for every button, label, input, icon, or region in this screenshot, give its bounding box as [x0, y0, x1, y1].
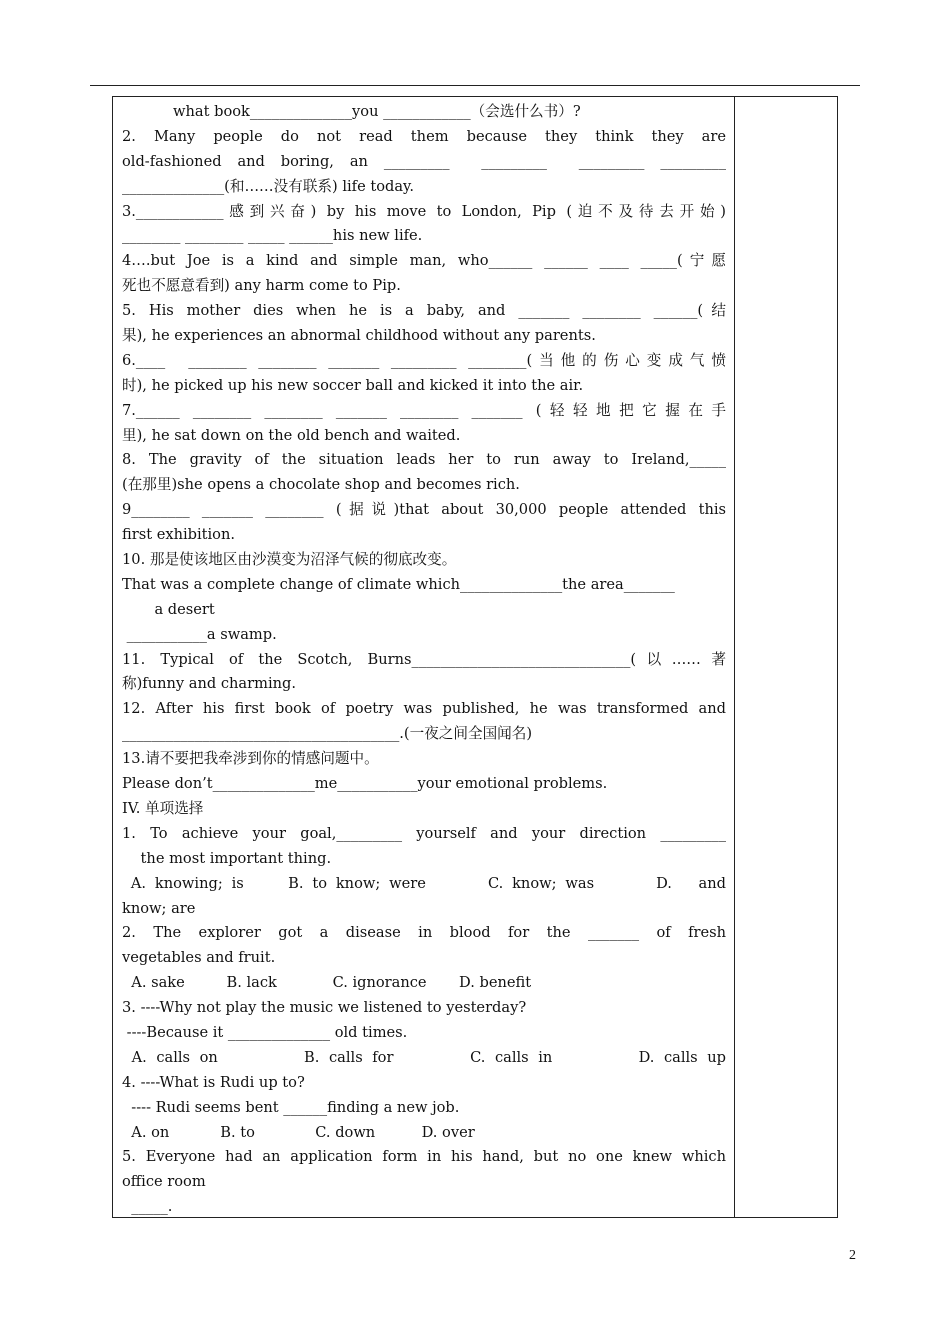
text-line: A. sake B. lack C. ignorance D. benefit: [122, 974, 532, 992]
text-line: 12. After his first book of poetry was published, he was transformed and: [122, 700, 726, 718]
table-column-divider: [734, 96, 735, 1218]
text-line: what book______________you ____________（会选什么书）?: [122, 103, 581, 120]
text-line: old-fashioned and boring, an _________ _________ _________ _________: [122, 152, 726, 170]
text-line: ________ ________ _____ ______his new life.: [122, 227, 423, 245]
text-line: 时), he picked up his new soccer ball and kicked it into the air.: [122, 376, 584, 394]
text-line: ----Because it ______________ old times.: [122, 1023, 408, 1041]
text-line: office room: [122, 1173, 206, 1191]
text-line: That was a complete change of climate which______________the area_______: [122, 575, 675, 593]
text-line: A. calls on B. calls for C. calls in D. calls up: [122, 1048, 726, 1066]
text-line: Please don’t______________me___________your emotional problems.: [122, 775, 608, 793]
text-line: 2. Many people do not read them because they think they are: [122, 127, 726, 145]
text-line: first exhibition.: [122, 526, 236, 544]
text-line: 4….but Joe is a kind and simple man, who______ ______ ____ _____(宁愿: [122, 252, 726, 270]
text-line: _____.: [122, 1198, 173, 1216]
text-line: 5. His mother dies when he is a baby, and _______ ________ ______(结: [122, 302, 726, 320]
header-rule: [90, 85, 860, 86]
text-line: know; are: [122, 899, 196, 917]
text-line: 11. Typical of the Scotch, Burns______________________________(以……著: [122, 650, 726, 668]
text-line: 13.请不要把我牵涉到你的情感问题中。: [122, 750, 379, 768]
text-line: ___________a swamp.: [122, 625, 277, 643]
text-line: 3.____________感到兴奋) by his move to London, Pip (迫不及待去开始): [122, 202, 726, 220]
text-line: 称)funny and charming.: [122, 675, 296, 693]
text-line: 7.______ ________ ________ _______ ________ _______ (轻轻地把它握在手: [122, 401, 726, 419]
page-number: 2: [849, 1248, 856, 1263]
text-line: 3. ----Why not play the music we listened to yesterday?: [122, 999, 527, 1017]
text-line: ______________________________________.(一夜之间全国闻名): [122, 725, 533, 743]
text-line: ---- Rudi seems bent ______finding a new job.: [122, 1098, 460, 1116]
exercise-content: [122, 100, 726, 1220]
text-line: 2. The explorer got a disease in blood for the _______ of fresh: [122, 924, 726, 942]
text-line: 4. ----What is Rudi up to?: [122, 1073, 305, 1091]
text-line: 死也不愿意看到) any harm come to Pip.: [122, 277, 401, 295]
text-line: 6.____ ________ ________ _______ _________ ________(当他的伤心变成气愤: [122, 351, 726, 369]
text-line: 5. Everyone had an application form in his hand, but no one knew which: [122, 1148, 726, 1166]
text-line: (在那里)she opens a chocolate shop and becomes rich.: [122, 476, 520, 494]
text-line: a desert: [122, 600, 215, 618]
text-line: vegetables and fruit.: [122, 949, 276, 967]
text-line: 9________ _______ ________ (据说)that about 30,000 people attended this: [122, 501, 726, 519]
section-heading: IV. 单项选择: [122, 799, 204, 817]
text-line: 8. The gravity of the situation leads her to run away to Ireland,_____: [122, 451, 726, 469]
text-line: 里), he sat down on the old bench and waited.: [122, 426, 461, 444]
text-line: 1. To achieve your goal,_________ yourself and your direction _________: [122, 824, 726, 842]
text-line: 10. 那是使该地区由沙漠变为沼泽气候的彻底改变。: [122, 551, 457, 569]
text-line: ______________(和……没有联系) life today.: [122, 177, 414, 195]
text-line: the most important thing.: [122, 849, 332, 867]
text-line: A. knowing; is B. to know; were C. know; was D. and: [122, 874, 726, 892]
text-line: 果), he experiences an abnormal childhood without any parents.: [122, 327, 596, 345]
text-line: A. on B. to C. down D. over: [122, 1123, 475, 1141]
